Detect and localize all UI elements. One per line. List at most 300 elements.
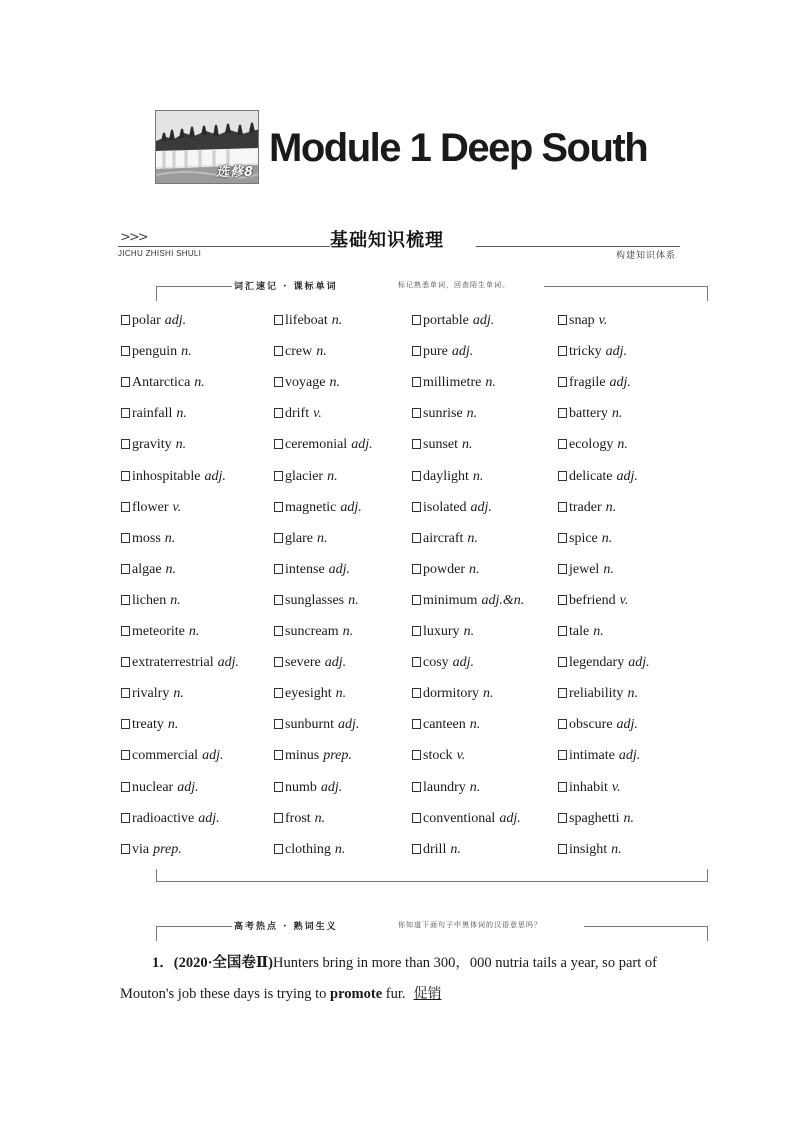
vocab-word: spaghetti	[569, 810, 620, 826]
checkbox[interactable]	[558, 688, 567, 698]
vocab-part-of-speech: adj.	[628, 655, 650, 671]
vocab-word: ceremonial	[285, 437, 348, 453]
vocab-word: rivalry	[132, 686, 170, 702]
vocab-word: powder	[423, 561, 465, 577]
example-source: (2020·全国卷Ⅱ)	[173, 955, 273, 971]
vocab-item	[558, 841, 622, 859]
checkbox[interactable]	[274, 750, 283, 760]
vocab-item	[274, 623, 353, 641]
vocab-word: portable	[423, 313, 469, 328]
vocab-word: severe	[285, 655, 321, 671]
vocab-part-of-speech: n.	[342, 624, 354, 639]
vocab-part-of-speech: adj.	[177, 779, 199, 795]
vocab-item	[274, 499, 362, 517]
vocab-part-of-speech: n.	[334, 841, 346, 857]
vocab-part-of-speech: n.	[467, 530, 478, 546]
vocab-part-of-speech: adj.	[198, 810, 220, 826]
vocab-item	[558, 810, 634, 828]
vocab-part-of-speech: n.	[623, 810, 635, 826]
checkbox[interactable]	[412, 346, 421, 356]
vocab-part-of-speech: n.	[601, 530, 613, 546]
vocab-word: laundry	[423, 779, 466, 795]
vocab-item	[274, 685, 346, 703]
vocab-part-of-speech: adj.	[202, 748, 224, 764]
checkbox[interactable]	[274, 377, 283, 387]
vocab-item	[121, 779, 199, 797]
checkbox[interactable]	[558, 346, 567, 356]
vocab-part-of-speech: v.	[598, 313, 608, 328]
triple-chevron-icon: >>>	[120, 230, 147, 245]
vocab-item	[121, 374, 205, 392]
vocab-item	[558, 779, 621, 797]
vocab-item	[412, 623, 474, 641]
vocab-word: lichen	[132, 592, 167, 608]
checkbox[interactable]	[274, 315, 283, 325]
vocab-word: stock	[423, 748, 453, 764]
vocab-word: treaty	[132, 717, 164, 733]
checkbox[interactable]	[412, 408, 421, 418]
checkbox[interactable]	[274, 719, 283, 729]
vocab-item	[121, 530, 175, 548]
vocab-word: minimum	[423, 592, 478, 608]
vocab-word: befriend	[569, 592, 616, 608]
checkbox[interactable]	[558, 471, 567, 481]
checkbox[interactable]	[274, 408, 283, 418]
checkbox[interactable]	[412, 439, 421, 449]
vocab-box-hint: 标记熟悉单词，回查陌生单词。	[398, 281, 510, 289]
vocab-part-of-speech: n.	[348, 592, 359, 608]
checkbox[interactable]	[558, 626, 567, 636]
vocab-item	[412, 592, 524, 610]
vocab-part-of-speech: n.	[603, 561, 614, 577]
vocab-item	[558, 374, 631, 392]
vocab-word: sunburnt	[285, 717, 334, 733]
vocab-part-of-speech: adj.	[328, 561, 351, 577]
vocab-word: luxury	[423, 624, 460, 639]
vocab-item	[121, 499, 181, 517]
vocab-part-of-speech: n.	[331, 313, 343, 328]
vocab-part-of-speech: n.	[611, 406, 623, 422]
vocab-part-of-speech: n.	[176, 406, 187, 422]
vocab-part-of-speech: n.	[164, 530, 176, 546]
vocab-word: ecology	[569, 437, 614, 453]
vocab-part-of-speech: adj.	[451, 344, 474, 360]
vocab-item	[412, 374, 496, 392]
checkbox[interactable]	[412, 626, 421, 636]
vocab-part-of-speech: n.	[170, 592, 181, 608]
vocab-word: drill	[423, 841, 447, 857]
example-text-before: Hunters bring in more than 300，000 nutria tails a year, so part of Mouton's job these days is trying to	[120, 955, 657, 1002]
checkbox[interactable]	[121, 564, 130, 574]
vocab-part-of-speech: adj.	[452, 655, 475, 671]
vocab-word: conventional	[423, 810, 496, 826]
vocab-part-of-speech: adj.	[616, 468, 638, 484]
vocab-item	[558, 499, 616, 517]
vocab-word: rainfall	[132, 406, 173, 422]
vocab-word: moss	[132, 530, 161, 546]
checkbox[interactable]	[558, 595, 567, 605]
vocab-word: lifeboat	[285, 313, 328, 328]
vocab-word: magnetic	[285, 499, 337, 515]
vocab-item	[121, 436, 186, 454]
vocab-item	[412, 468, 483, 486]
vocab-part-of-speech: n.	[466, 406, 478, 422]
vocab-word: crew	[285, 344, 313, 360]
vocab-word: aircraft	[423, 530, 464, 546]
checkbox[interactable]	[412, 471, 421, 481]
vocab-item	[274, 343, 327, 361]
checkbox[interactable]	[121, 813, 130, 823]
vocab-part-of-speech: adj.	[618, 748, 641, 764]
vocab-item	[121, 716, 178, 734]
vocab-item	[121, 312, 186, 330]
vocab-item	[558, 530, 612, 548]
vocab-word: insight	[569, 841, 608, 857]
vocab-part-of-speech: prep.	[153, 841, 182, 857]
checkbox[interactable]	[558, 564, 567, 574]
example-answer: 促销	[413, 986, 442, 1002]
checkbox[interactable]	[274, 564, 283, 574]
vocab-word: glare	[285, 530, 313, 546]
vocab-word: minus	[285, 748, 320, 764]
vocab-part-of-speech: n.	[329, 375, 340, 391]
checkbox[interactable]	[412, 533, 421, 543]
vocab-part-of-speech: adj.	[351, 437, 373, 453]
vocab-part-of-speech: n.	[469, 717, 481, 733]
vocab-word: fragile	[569, 375, 606, 391]
vocab-word: intense	[285, 561, 325, 577]
checkbox[interactable]	[558, 719, 567, 729]
vocab-part-of-speech: n.	[327, 468, 338, 484]
vocab-item	[412, 343, 473, 361]
checkbox[interactable]	[121, 750, 130, 760]
vocab-item	[558, 623, 604, 641]
vocab-part-of-speech: v.	[619, 592, 629, 608]
vocab-part-of-speech: adj.	[324, 655, 347, 671]
example-number: 1．	[152, 955, 174, 971]
checkbox[interactable]	[121, 439, 130, 449]
vocab-part-of-speech: n.	[593, 624, 604, 639]
module-title: Module 1 Deep South	[269, 126, 648, 170]
checkbox[interactable]	[558, 533, 567, 543]
vocab-word: clothing	[285, 841, 331, 857]
vocab-word: penguin	[132, 344, 178, 360]
vocab-part-of-speech: n.	[605, 499, 617, 515]
vocab-part-of-speech: n.	[627, 686, 638, 702]
vocab-item	[558, 436, 628, 454]
checkbox[interactable]	[558, 439, 567, 449]
vocab-item	[412, 530, 478, 548]
checkbox[interactable]	[274, 688, 283, 698]
hot-box-hint: 你知道下面句子中黑体词的汉语意思吗？	[398, 921, 542, 929]
vocab-word: Antarctica	[132, 375, 191, 391]
section-divider-left	[118, 246, 330, 247]
vocab-item	[121, 592, 181, 610]
section-pinyin: JICHU ZHISHI SHULI	[118, 249, 202, 258]
vocab-part-of-speech: n.	[469, 561, 480, 577]
vocab-part-of-speech: v.	[456, 748, 466, 764]
checkbox[interactable]	[558, 408, 567, 418]
vocab-part-of-speech: n.	[165, 561, 177, 577]
vocab-item	[412, 810, 521, 828]
checkbox[interactable]	[412, 782, 421, 792]
vocab-word: suncream	[285, 624, 339, 639]
vocab-part-of-speech: n.	[181, 344, 192, 360]
vocab-part-of-speech: adj.	[616, 717, 638, 733]
vocab-item	[558, 654, 650, 672]
vocab-item	[412, 685, 494, 703]
vocab-word: tricky	[569, 344, 602, 360]
vocab-word: eyesight	[285, 686, 332, 702]
vocab-word: pure	[423, 344, 448, 360]
checkbox[interactable]	[121, 502, 130, 512]
vocab-item	[558, 343, 627, 361]
checkbox[interactable]	[274, 439, 283, 449]
vocab-item	[274, 312, 342, 330]
vocab-part-of-speech: n.	[188, 624, 200, 639]
checkbox[interactable]	[558, 782, 567, 792]
vocab-word: snap	[569, 313, 595, 328]
vocab-box-label: 词汇速记 · 课标单词	[234, 282, 338, 292]
vocab-part-of-speech: adj.	[499, 810, 521, 826]
vocab-item	[274, 374, 340, 392]
section-divider-right	[476, 246, 680, 247]
vocab-part-of-speech: n.	[173, 686, 184, 702]
checkbox[interactable]	[412, 844, 421, 854]
vocab-item	[558, 468, 638, 486]
checkbox[interactable]	[121, 719, 130, 729]
vocab-part-of-speech: v.	[172, 499, 182, 515]
vocab-item	[274, 530, 327, 548]
vocab-word: jewel	[569, 561, 600, 577]
vocab-part-of-speech: adj.	[164, 313, 187, 328]
hot-box-label: 高考热点 · 熟词生义	[234, 922, 338, 932]
checkbox[interactable]	[274, 844, 283, 854]
vocab-item	[412, 747, 465, 765]
checkbox[interactable]	[274, 657, 283, 667]
checkbox[interactable]	[274, 782, 283, 792]
vocab-item	[274, 468, 338, 486]
vocab-word: trader	[569, 499, 602, 515]
vocab-item	[558, 716, 638, 734]
checkbox[interactable]	[121, 782, 130, 792]
vocab-word: meteorite	[132, 624, 185, 639]
checkbox[interactable]	[121, 657, 130, 667]
vocab-item	[412, 779, 480, 797]
vocab-part-of-speech: adj.	[204, 468, 226, 484]
checkbox[interactable]	[274, 502, 283, 512]
vocab-part-of-speech: adj.	[609, 375, 631, 391]
section-subtitle: 构建知识体系	[615, 251, 676, 261]
vocab-part-of-speech: adj.	[340, 499, 362, 515]
checkbox[interactable]	[412, 502, 421, 512]
checkbox[interactable]	[558, 657, 567, 667]
vocab-part-of-speech: n.	[462, 437, 473, 453]
checkbox[interactable]	[121, 315, 130, 325]
checkbox[interactable]	[121, 595, 130, 605]
vocab-part-of-speech: n.	[485, 375, 496, 391]
checkbox[interactable]	[558, 844, 567, 854]
vocab-word: sunrise	[423, 406, 463, 422]
vocab-part-of-speech: n.	[194, 375, 205, 391]
vocab-word: daylight	[423, 468, 469, 484]
vocab-item	[558, 405, 622, 423]
checkbox[interactable]	[274, 626, 283, 636]
checkbox[interactable]	[274, 346, 283, 356]
vocab-word: delicate	[569, 468, 613, 484]
vocab-part-of-speech: adj.	[217, 655, 240, 671]
vocab-item	[121, 623, 199, 641]
vocab-part-of-speech: n.	[611, 841, 622, 857]
vocab-word: frost	[285, 810, 311, 826]
vocab-part-of-speech: n.	[316, 344, 327, 360]
vocab-item	[274, 592, 359, 610]
vocab-item	[121, 810, 220, 828]
vocab-word: obscure	[569, 717, 613, 733]
example-keyword: promote	[330, 986, 383, 1002]
checkbox[interactable]	[412, 657, 421, 667]
vocab-item	[121, 468, 226, 486]
checkbox[interactable]	[121, 377, 130, 387]
checkbox[interactable]	[558, 813, 567, 823]
badge-label: 选修8	[215, 165, 254, 180]
vocab-item	[412, 841, 461, 859]
vocab-word: drift	[285, 406, 310, 422]
checkbox[interactable]	[412, 377, 421, 387]
vocab-item	[412, 654, 474, 672]
vocab-word: cosy	[423, 655, 449, 671]
vocab-word: reliability	[569, 686, 624, 702]
section-header	[118, 226, 680, 262]
vocab-part-of-speech: n.	[472, 468, 484, 484]
vocab-part-of-speech: n.	[335, 686, 347, 702]
checkbox[interactable]	[412, 595, 421, 605]
checkbox[interactable]	[121, 408, 130, 418]
vocab-item	[412, 716, 480, 734]
checkbox[interactable]	[412, 750, 421, 760]
vocab-part-of-speech: n.	[483, 686, 494, 702]
example-text-after: fur.	[382, 986, 406, 1002]
vocab-item	[558, 685, 638, 703]
checkbox[interactable]	[121, 471, 130, 481]
checkbox[interactable]	[121, 844, 130, 854]
checkbox[interactable]	[274, 533, 283, 543]
checkbox[interactable]	[412, 688, 421, 698]
vocab-part-of-speech: n.	[469, 779, 481, 795]
vocab-item	[558, 561, 614, 579]
vocab-item	[412, 405, 477, 423]
vocab-part-of-speech: n.	[463, 624, 475, 639]
checkbox[interactable]	[558, 750, 567, 760]
vocab-part-of-speech: adj.	[338, 717, 360, 733]
vocab-item	[274, 561, 350, 579]
vocab-word: isolated	[423, 499, 467, 515]
vocab-item	[412, 499, 492, 517]
vocab-word: intimate	[569, 748, 615, 764]
vocab-word: dormitory	[423, 686, 479, 702]
vocab-item	[274, 654, 346, 672]
vocab-word: voyage	[285, 375, 326, 391]
vocab-word: legendary	[569, 655, 625, 671]
vocab-word: spice	[569, 530, 598, 546]
checkbox[interactable]	[121, 533, 130, 543]
checkbox[interactable]	[412, 719, 421, 729]
checkbox[interactable]	[121, 626, 130, 636]
vocab-part-of-speech: n.	[175, 437, 187, 453]
checkbox[interactable]	[121, 346, 130, 356]
checkbox[interactable]	[412, 315, 421, 325]
checkbox[interactable]	[412, 813, 421, 823]
checkbox[interactable]	[558, 315, 567, 325]
example-sentence	[120, 948, 680, 1010]
vocab-part-of-speech: v.	[611, 779, 621, 795]
vocab-item	[121, 654, 239, 672]
vocab-word: inhabit	[569, 779, 608, 795]
vocab-part-of-speech: adj.	[472, 313, 495, 328]
vocab-part-of-speech: n.	[314, 810, 326, 826]
vocab-item	[274, 436, 373, 454]
vocab-item	[558, 592, 628, 610]
vocab-word: sunset	[423, 437, 458, 453]
vocab-word: millimetre	[423, 375, 482, 391]
checkbox[interactable]	[121, 688, 130, 698]
vocab-word: nuclear	[132, 779, 174, 795]
vocab-item	[558, 747, 640, 765]
vocab-word: gravity	[132, 437, 172, 453]
vocab-word: sunglasses	[285, 592, 345, 608]
vocab-word: via	[132, 841, 150, 857]
vocab-word: commercial	[132, 748, 199, 764]
vocab-item	[121, 405, 187, 423]
section-title: 基础知识梳理	[330, 230, 444, 251]
vocab-item	[274, 810, 325, 828]
module-badge-image	[155, 110, 259, 184]
vocab-item	[274, 779, 342, 797]
checkbox[interactable]	[412, 564, 421, 574]
vocab-item	[121, 841, 182, 859]
vocab-item	[412, 561, 480, 579]
vocab-part-of-speech: adj.	[320, 779, 343, 795]
vocab-item	[558, 312, 607, 330]
checkbox[interactable]	[274, 471, 283, 481]
vocab-item	[121, 561, 176, 579]
checkbox[interactable]	[558, 502, 567, 512]
vocab-word: canteen	[423, 717, 466, 733]
vocab-word: extraterrestrial	[132, 655, 214, 671]
vocab-part-of-speech: adj.	[470, 499, 492, 515]
vocab-part-of-speech: n.	[450, 841, 461, 857]
vocab-part-of-speech: n.	[167, 717, 179, 733]
vocab-word: radioactive	[132, 810, 195, 826]
vocab-word: battery	[569, 406, 608, 422]
vocab-item	[412, 312, 494, 330]
vocab-part-of-speech: v.	[313, 406, 322, 422]
vocab-word: tale	[569, 624, 590, 639]
vocab-word: inhospitable	[132, 468, 201, 484]
checkbox[interactable]	[274, 595, 283, 605]
vocab-part-of-speech: prep.	[323, 748, 352, 764]
checkbox[interactable]	[558, 377, 567, 387]
vocab-word: numb	[285, 779, 317, 795]
vocab-part-of-speech: adj.	[605, 344, 628, 360]
vocab-word: polar	[132, 313, 161, 328]
vocab-item	[274, 716, 359, 734]
vocab-item	[412, 436, 473, 454]
vocab-part-of-speech: n.	[316, 530, 328, 546]
checkbox[interactable]	[274, 813, 283, 823]
vocab-word: flower	[132, 499, 169, 515]
vocab-item	[121, 685, 184, 703]
